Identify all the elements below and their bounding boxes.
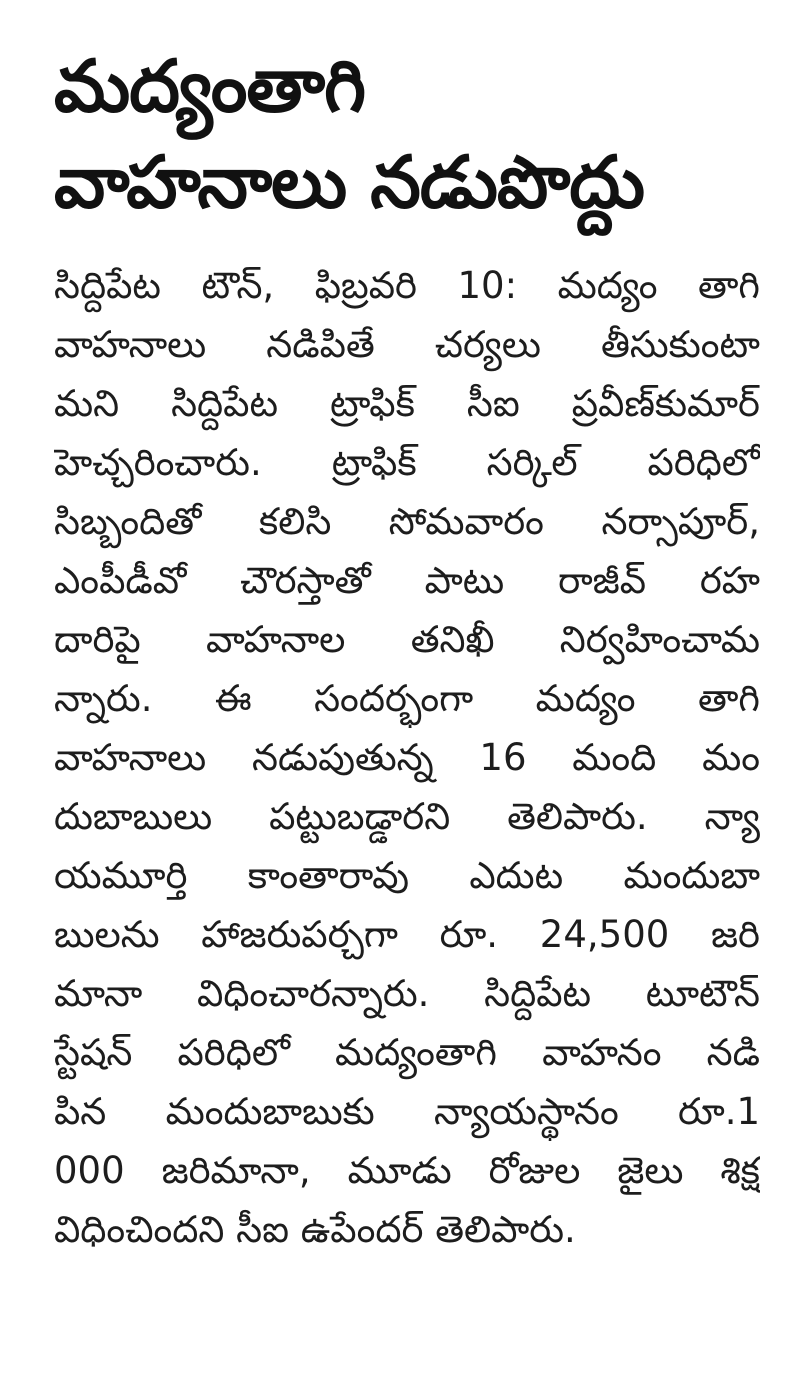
body-line: పిన మందుబాబుకు న్యాయస్థానం రూ.1 — [54, 1090, 760, 1133]
article-body — [54, 256, 760, 1259]
body-line: బులను హాజరుపర్చగా రూ. 24,500 జరి — [54, 913, 760, 956]
headline-line-2: వాహనాలు నడుపొద్దు — [54, 140, 644, 224]
body-line: సిబ్బందితో కలిసి సోమవారం నర్సాపూర్, — [54, 500, 760, 543]
body-line: దుబాబులు పట్టుబడ్డారని తెలిపారు. న్యా — [54, 795, 760, 838]
body-line: స్టేషన్ పరిధిలో మద్యంతాగి వాహనం నడి — [54, 1031, 760, 1074]
body-line: దారిపై వాహనాల తనిఖీ నిర్వహించామ — [54, 618, 760, 661]
body-line: హెచ్చరించారు. ట్రాఫిక్ సర్కిల్ పరిధిలో — [54, 441, 760, 484]
body-line: మని సిద్దిపేట ట్రాఫిక్ సీఐ ప్రవీణ్‌కుమార్ — [54, 382, 760, 425]
headline — [54, 38, 760, 230]
body-line: ఎంపీడీవో చౌరస్తాతో పాటు రాజీవ్ రహ — [54, 559, 760, 602]
body-line: 000 జరిమానా, మూడు రోజుల జైలు శిక్ష — [54, 1149, 760, 1192]
body-line: మానా విధించారన్నారు. సిద్దిపేట టూటౌన్ — [54, 972, 760, 1015]
body-line: సిద్దిపేట టౌన్, ఫిబ్రవరి 10: మద్యం తాగి — [54, 264, 760, 307]
body-line: యమూర్తి కాంతారావు ఎదుట మందుబా — [54, 854, 760, 897]
body-line: న్నారు. ఈ సందర్భంగా మద్యం తాగి — [54, 677, 760, 720]
body-line: వాహనాలు నడిపితే చర్యలు తీసుకుంటా — [54, 323, 760, 366]
body-line: విధించిందని సీఐ ఉపేందర్ తెలిపారు. — [54, 1208, 576, 1251]
headline-line-1: మద్యంతాగి — [54, 44, 366, 128]
body-line: వాహనాలు నడుపుతున్న 16 మంది మం — [54, 736, 760, 779]
